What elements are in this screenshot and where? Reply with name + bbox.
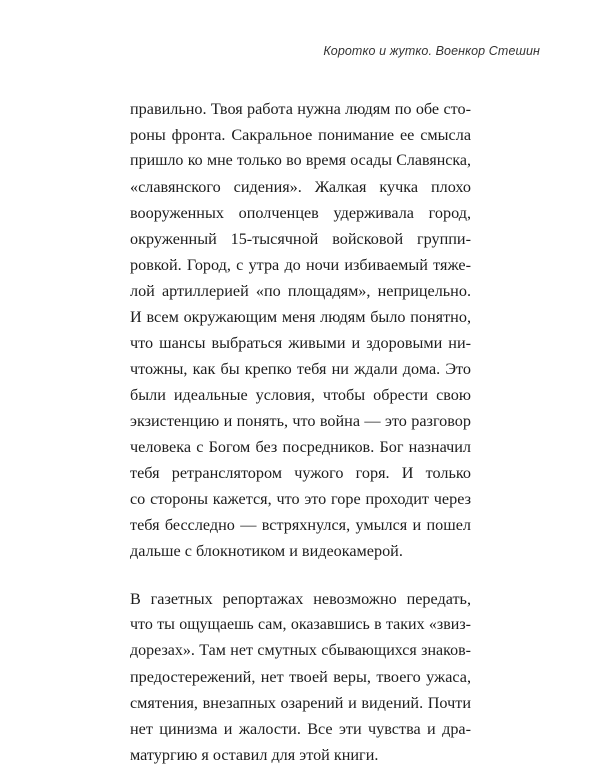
paragraph-spacer: [130, 564, 471, 586]
text-line: окруженный 15-тысячной войсковой группи-: [130, 230, 471, 248]
text-line: ровкой. Город, с утра до ночи избиваемый тяже-: [130, 256, 471, 274]
text-line: чтожны, как бы крепко тебя ни ждали дома. Это: [130, 360, 471, 378]
text-line: вооруженных ополченцев удерживала город,: [130, 204, 471, 222]
text-line: тебя бесследно — встряхнулся, умылся и пошел: [130, 516, 471, 534]
text-line: экзистенцию и понять, что война — это разговор: [130, 412, 471, 430]
text-line: И всем окружающим меня людям было понятно,: [130, 308, 471, 326]
text-line: были идеальные условия, чтобы обрести свою: [130, 386, 471, 404]
text-line: матургию я оставил для этой книги.: [130, 746, 379, 764]
paragraph-1: [130, 96, 471, 564]
text-line: что ты ощущаешь сам, оказавшись в таких «звиз-: [130, 616, 471, 633]
text-line: лой артиллерией «по площадям», неприцельно.: [130, 282, 471, 300]
text-line: нет цинизма и жалости. Все эти чувства и дра-: [130, 720, 471, 738]
text-line: дальше с блокнотиком и видеокамерой.: [130, 542, 403, 560]
text-line: роны фронта. Сакральное понимание ее смысла: [130, 126, 471, 144]
text-line: пришло ко мне только во время осады Славянска,: [130, 152, 471, 169]
text-line: предостережений, нет твоей веры, твоего ужаса,: [130, 668, 471, 686]
text-line: смятения, внезапных озарений и видений. Почти: [130, 694, 471, 712]
text-line: дорезах». Там нет смутных сбывающихся знаков-: [130, 642, 471, 659]
text-line: что шансы выбраться живыми и здоровыми ни-: [130, 334, 471, 352]
text-line: со стороны кажется, что это горе проходит через: [130, 490, 471, 508]
text-line: правильно. Твоя работа нужна людям по обе сто-: [130, 100, 471, 118]
body-text: [130, 96, 471, 768]
running-header: Коротко и жутко. Военкор Стешин: [323, 44, 540, 58]
paragraph-2: [130, 586, 471, 768]
text-line: В газетных репортажах невозможно передать,: [130, 590, 471, 608]
text-line: тебя ретранслятором чужого горя. И только: [130, 464, 471, 482]
text-line: «славянского сидения». Жалкая кучка плохо: [130, 178, 471, 196]
text-line: человека с Богом без посредников. Бог назначил: [130, 438, 471, 456]
